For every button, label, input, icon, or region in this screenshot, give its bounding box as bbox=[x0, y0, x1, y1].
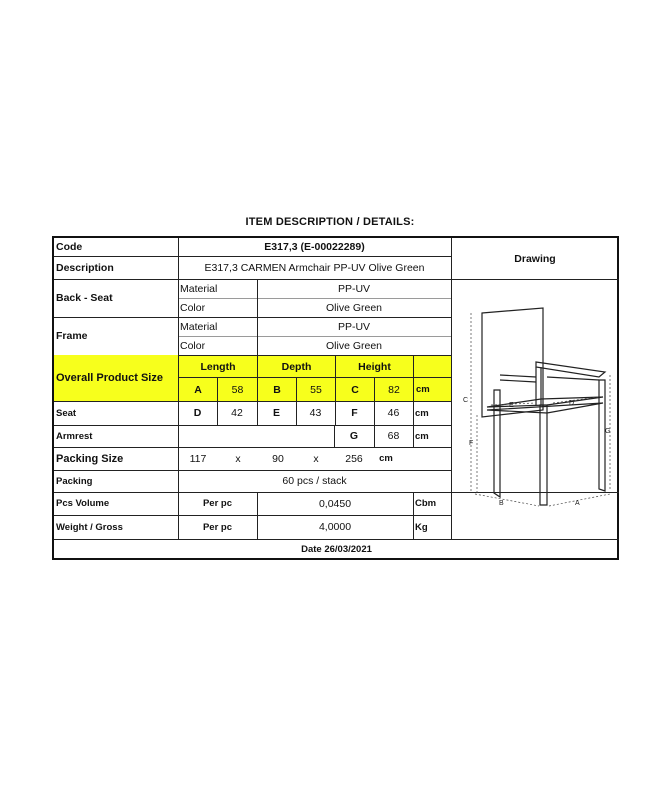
dim-letter-g: G bbox=[349, 430, 359, 442]
back-seat-material-label: Material bbox=[180, 282, 218, 295]
drawing-letter-d: D bbox=[569, 400, 575, 407]
pcs-volume-per: Per pc bbox=[202, 498, 233, 509]
drawing-letter-b: B bbox=[499, 500, 504, 507]
page-title: ITEM DESCRIPTION / DETAILS: bbox=[245, 216, 415, 228]
packing-size-height: 256 bbox=[345, 452, 363, 465]
drawing-label: Drawing bbox=[514, 252, 556, 265]
dim-letter-c: C bbox=[336, 378, 374, 401]
packing-size-unit: cm bbox=[379, 453, 393, 464]
overall-size-label: Overall Product Size bbox=[54, 355, 178, 401]
packing-value: 60 pcs / stack bbox=[282, 475, 347, 487]
back-seat-color-label: Color bbox=[180, 301, 206, 314]
weight-label: Weight / Gross bbox=[56, 521, 123, 533]
dim-letter-b: B bbox=[258, 378, 296, 401]
dim-letter-e: E bbox=[272, 407, 280, 419]
pcs-volume-value: 0,0450 bbox=[318, 497, 352, 510]
back-seat-material: PP-UV bbox=[337, 282, 371, 295]
chair-outline bbox=[482, 308, 605, 505]
packing-size-label: Packing Size bbox=[56, 452, 124, 465]
packing-label: Packing bbox=[56, 475, 93, 487]
back-seat-label: Back - Seat bbox=[56, 292, 113, 304]
packing-size-length: 117 bbox=[189, 452, 207, 465]
frame-color: Olive Green bbox=[325, 339, 383, 352]
dimension-letters bbox=[463, 397, 610, 507]
pcs-volume-unit: Cbm bbox=[415, 498, 437, 509]
dim-value-f: 46 bbox=[387, 407, 400, 419]
frame-material: PP-UV bbox=[337, 320, 371, 333]
weight-per: Per pc bbox=[202, 521, 233, 533]
packing-size-x1: x bbox=[235, 452, 241, 465]
description-value: E317,3 CARMEN Armchair PP-UV Olive Green bbox=[204, 261, 425, 274]
overall-unit: cm bbox=[414, 378, 451, 401]
frame-label: Frame bbox=[56, 330, 88, 342]
drawing-letter-e: E bbox=[509, 402, 514, 409]
weight-value: 4,0000 bbox=[318, 521, 352, 533]
date-footer: Date 26/03/2021 bbox=[301, 544, 372, 555]
drawing-letter-c: C bbox=[463, 397, 469, 404]
dim-value-g: 68 bbox=[387, 430, 400, 442]
dim-value-a: 58 bbox=[218, 378, 257, 401]
seat-unit: cm bbox=[415, 407, 429, 419]
depth-header: Depth bbox=[258, 356, 335, 377]
seat-label: Seat bbox=[56, 407, 77, 419]
code-label: Code bbox=[56, 241, 83, 253]
armrest-label: Armrest bbox=[56, 430, 93, 442]
dim-value-d: 42 bbox=[231, 407, 243, 419]
dim-letter-f: F bbox=[351, 407, 358, 419]
dim-value-c: 82 bbox=[375, 378, 413, 401]
weight-unit: Kg bbox=[415, 521, 428, 533]
chair-drawing bbox=[463, 305, 618, 515]
code-value: E317,3 (E-00022289) bbox=[264, 241, 365, 253]
header-spacer bbox=[414, 356, 451, 377]
length-header: Length bbox=[179, 356, 257, 377]
dim-letter-d: D bbox=[193, 407, 202, 419]
packing-size-depth: 90 bbox=[272, 452, 284, 465]
dim-value-e: 43 bbox=[309, 407, 322, 419]
drawing-letter-f: F bbox=[469, 440, 474, 447]
height-header: Height bbox=[336, 356, 413, 377]
packing-size-x2: x bbox=[313, 452, 319, 465]
drawing-letter-a: A bbox=[575, 500, 580, 507]
dim-value-b: 55 bbox=[297, 378, 335, 401]
frame-material-label: Material bbox=[180, 320, 218, 333]
description-label: Description bbox=[56, 261, 114, 274]
col-divider bbox=[451, 238, 452, 539]
back-seat-color: Olive Green bbox=[325, 301, 383, 314]
drawing-letter-g: G bbox=[605, 428, 611, 435]
armrest-unit: cm bbox=[415, 430, 429, 442]
dim-letter-a: A bbox=[179, 378, 217, 401]
frame-color-label: Color bbox=[180, 339, 206, 352]
pcs-volume-label: Pcs Volume bbox=[56, 498, 110, 509]
